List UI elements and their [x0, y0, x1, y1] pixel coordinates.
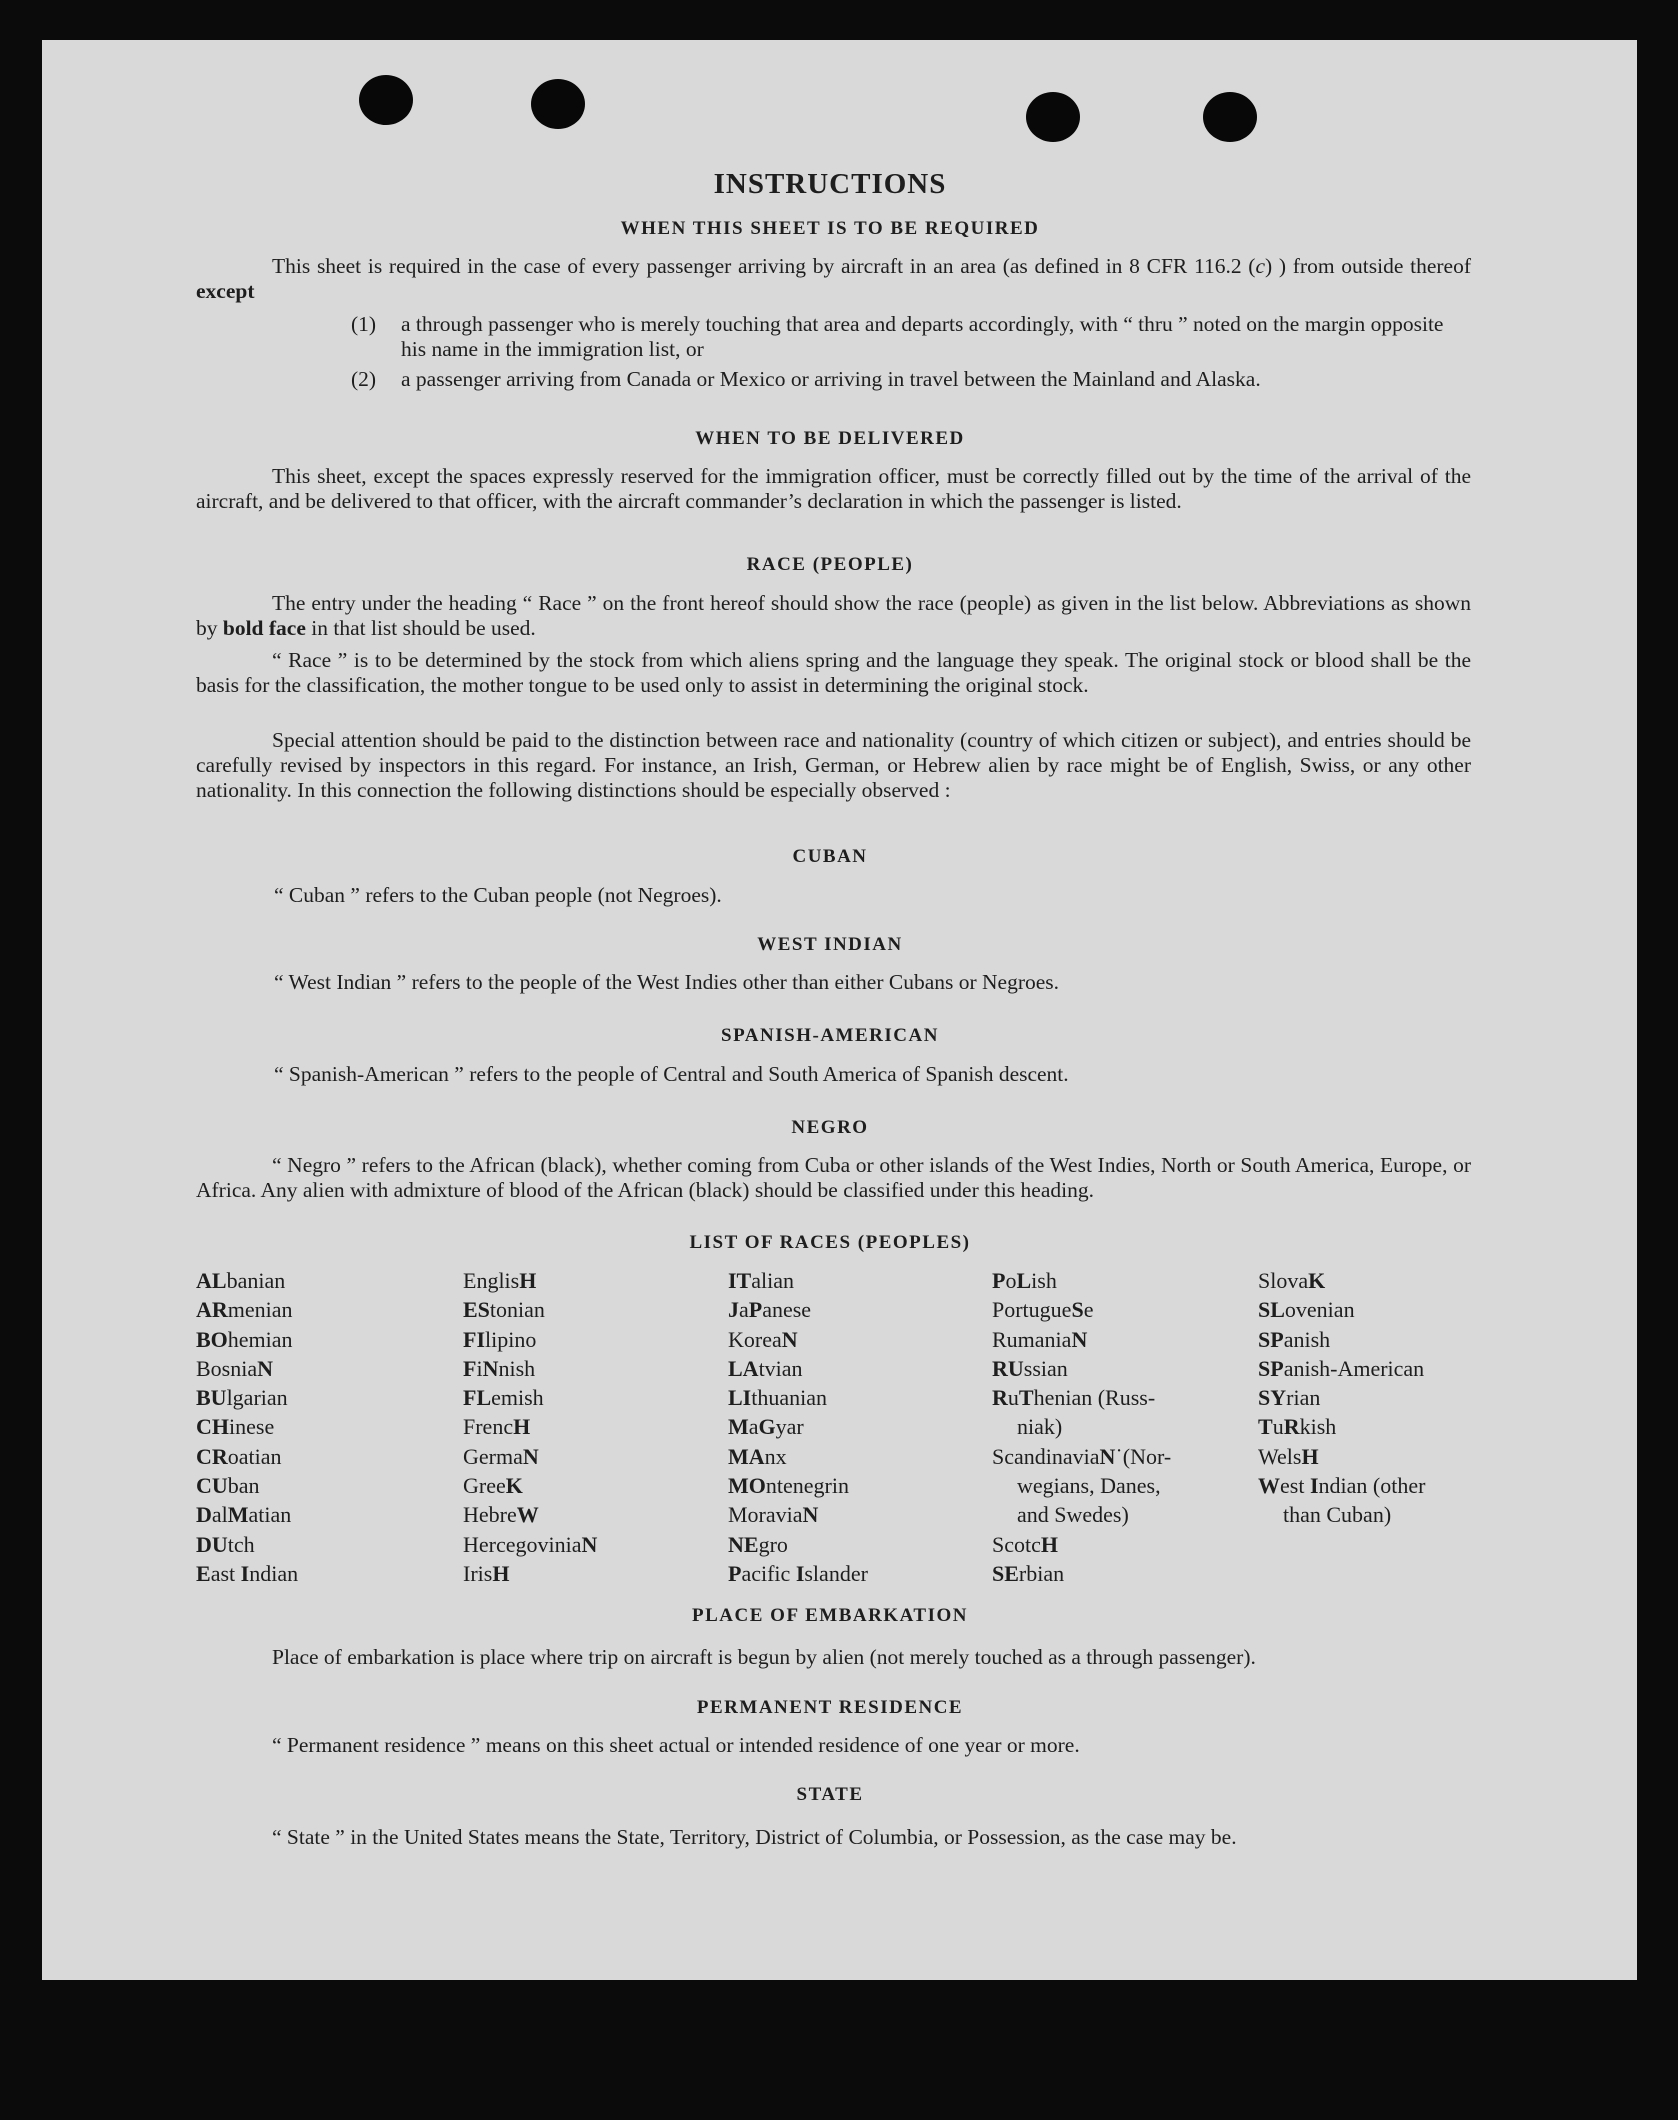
race-entry: ALbanian [196, 1268, 286, 1293]
race-entry: EStonian [463, 1297, 545, 1323]
section-heading-embarkation: PLACE OF EMBARKATION [692, 1605, 968, 1626]
page-title: INSTRUCTIONS [713, 168, 947, 200]
race-entry: CUban [196, 1473, 260, 1499]
paragraph-state: “ State ” in the United States means the State, Territory, District of Columbia, or Possession, as the case may be. [272, 1825, 1237, 1849]
race-entry: SYrian [1258, 1385, 1321, 1411]
race-entry: West Indian (other [1258, 1473, 1426, 1499]
race-entry: FiNnish [463, 1355, 536, 1381]
races-column-4 [992, 1266, 1171, 1588]
race-entry: ScotcH [992, 1531, 1059, 1557]
race-entry: GermaN [463, 1443, 539, 1469]
race-entry: HebreW [463, 1502, 539, 1528]
paragraph-race-2: “ Race ” is to be determined by the stock from which aliens spring and the language they speak. The original stock or blood shall be the basis for the classification, the mother tongue to be used only to assist in determining the original stock. [196, 648, 1471, 697]
race-entry: FrencH [463, 1414, 531, 1440]
paragraph-west-indian: “ West Indian ” refers to the people of the West Indies other than either Cubans or Negroes. [274, 970, 1060, 994]
paragraph-race-3: Special attention should be paid to the distinction between race and nationality (country of which citizen or subject), and entries should be carefully revised by inspectors in this regard. For instance, an Irish, German, or Hebrew alien by race might be of English, Swiss, or any other nationality. In this connection the following distinctions should be especially observed : [196, 728, 1471, 802]
race-entry: LAtvian [728, 1355, 803, 1381]
race-entry: SlovaK [1258, 1268, 1326, 1293]
race-entry: ARmenian [196, 1297, 293, 1323]
section-heading-race: RACE (PEOPLE) [746, 554, 914, 575]
races-column-3 [728, 1266, 868, 1588]
race-entry: Pacific Islander [728, 1560, 868, 1586]
race-entry: SPanish [1258, 1326, 1331, 1352]
race-entry: PortugueSe [992, 1297, 1094, 1323]
race-entry: KoreaN [728, 1326, 798, 1352]
race-entry: CRoatian [196, 1443, 282, 1469]
races-column-5 [1258, 1266, 1425, 1530]
races-column-2 [463, 1266, 597, 1588]
paragraph-race-1: The entry under the heading “ Race ” on the front hereof should show the race (people) as given in the list below. Abbreviations as shown by bold face in that list should be used. [196, 591, 1471, 640]
race-entry: WelsH [1258, 1443, 1319, 1469]
race-entry: DalMatian [196, 1502, 292, 1528]
race-entry: TuRkish [1258, 1414, 1337, 1440]
section-heading-permanent-residence: PERMANENT RESIDENCE [696, 1697, 964, 1718]
race-entry: FLemish [463, 1385, 544, 1411]
punch-hole [1026, 92, 1080, 142]
race-entry: DUtch [196, 1531, 255, 1557]
punch-hole [359, 75, 413, 125]
race-entry: CHinese [196, 1414, 275, 1440]
race-entry: RUssian [992, 1355, 1068, 1381]
paragraph-embarkation: Place of embarkation is place where trip on aircraft is begun by alien (not merely touched as a through passenger). [272, 1645, 1256, 1669]
race-entry: SErbian [992, 1560, 1065, 1586]
race-entry: East Indian [196, 1560, 299, 1586]
paragraph-permanent-residence: “ Permanent residence ” means on this sheet actual or intended residence of one year or more. [272, 1733, 1080, 1757]
section-heading-spanish-american: SPANISH-AMERICAN [721, 1025, 939, 1046]
section-heading-list-of-races: LIST OF RACES (PEOPLES) [689, 1232, 971, 1253]
section-heading-cuban: CUBAN [792, 846, 868, 867]
race-entry: JaPanese [728, 1297, 812, 1323]
race-entry: ITalian [728, 1268, 795, 1293]
paragraph-negro: “ Negro ” refers to the African (black), whether coming from Cuba or other islands of the West Indies, North or South America, Europe, or Africa. Any alien with admixture of blood of the African (black) should be classified under this heading. [196, 1153, 1471, 1202]
punch-hole [531, 79, 585, 129]
race-entry: MoraviaN [728, 1502, 819, 1528]
race-entry: MOntenegrin [728, 1473, 849, 1499]
race-entry: LIthuanian [728, 1385, 828, 1411]
race-entry: niak) [1017, 1414, 1063, 1440]
section-heading-delivered: WHEN TO BE DELIVERED [695, 428, 965, 449]
punch-hole [1203, 92, 1257, 142]
race-entry: SLovenian [1258, 1297, 1355, 1323]
race-entry: PoLish [992, 1268, 1057, 1293]
race-entry: NEgro [728, 1531, 788, 1557]
race-entry: BUlgarian [196, 1385, 288, 1411]
races-column-1 [196, 1266, 298, 1588]
race-entry: ScandinaviaN˙(Nor- [992, 1443, 1172, 1469]
race-entry: RuThenian (Russ- [992, 1385, 1156, 1411]
race-entry: BOhemian [196, 1326, 293, 1352]
paragraph-cuban: “ Cuban ” refers to the Cuban people (not Negroes). [274, 883, 722, 907]
paragraph-required-intro: This sheet is required in the case of every passenger arriving by aircraft in an area (as defined in 8 CFR 116.2 (c) ) from outside thereof except [196, 254, 1471, 303]
race-entry: wegians, Danes, [1017, 1473, 1161, 1499]
section-heading-required: WHEN THIS SHEET IS TO BE REQUIRED [620, 218, 1040, 239]
section-heading-west-indian: WEST INDIAN [757, 934, 903, 955]
paragraph-delivered: This sheet, except the spaces expressly reserved for the immigration officer, must be correctly filled out by the time of the arrival of the aircraft, and be delivered to that officer, with the aircraft commander’s declaration in which the passenger is listed. [196, 464, 1471, 513]
paragraph-spanish-american: “ Spanish-American ” refers to the people of Central and South America of Spanish descent. [274, 1062, 1069, 1086]
race-entry: MAnx [728, 1443, 787, 1469]
race-entry: and Swedes) [1017, 1502, 1129, 1528]
race-entry: MaGyar [728, 1414, 804, 1440]
race-entry: BosniaN [196, 1355, 274, 1381]
race-entry: GreeK [463, 1473, 523, 1499]
section-heading-state: STATE [796, 1784, 864, 1805]
race-entry: than Cuban) [1283, 1502, 1392, 1528]
race-entry: HercegoviniaN [463, 1531, 598, 1557]
section-heading-negro: NEGRO [791, 1117, 869, 1138]
race-entry: RumaniaN [992, 1326, 1088, 1352]
race-entry: EnglisH [463, 1268, 537, 1293]
race-entry: SPanish-American [1258, 1355, 1425, 1381]
race-entry: IrisH [463, 1560, 510, 1586]
race-entry: FIlipino [463, 1326, 537, 1352]
